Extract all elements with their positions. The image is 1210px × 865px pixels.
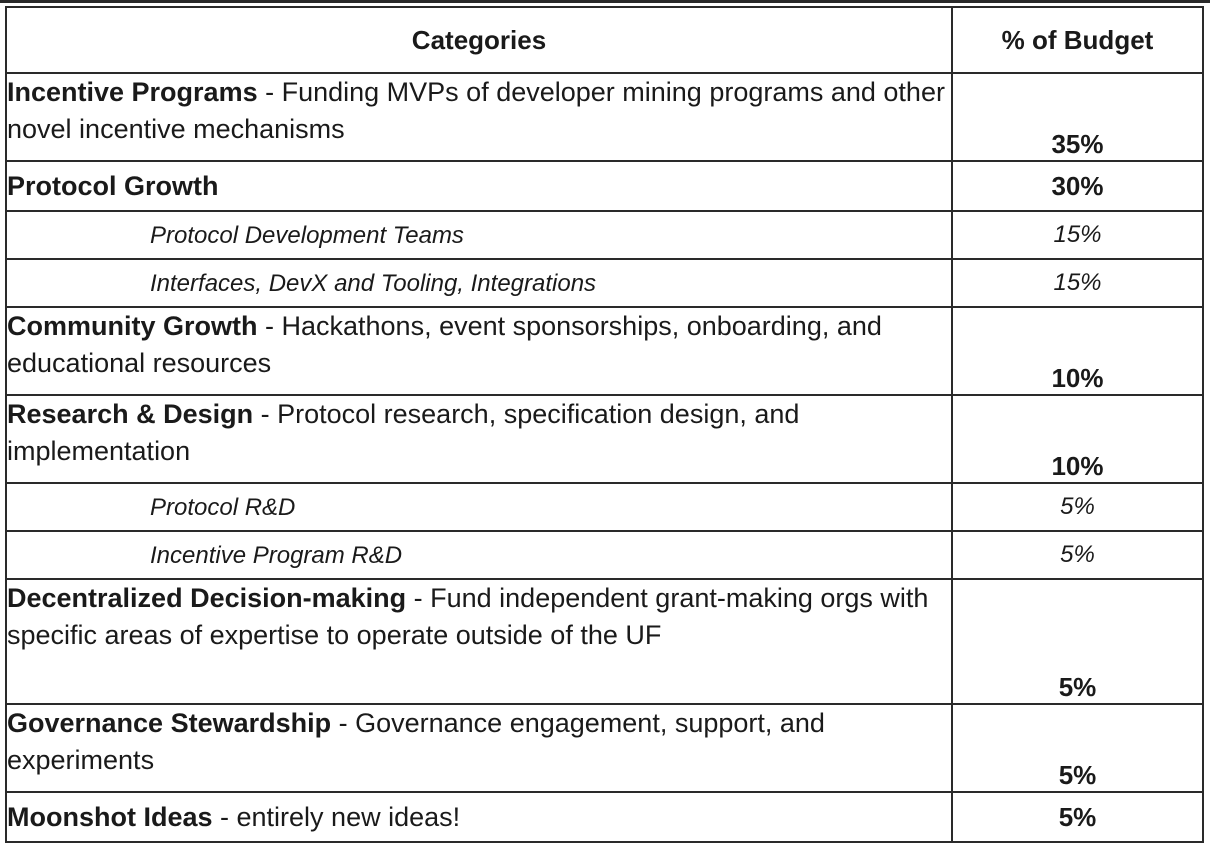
category-cell [6, 579, 952, 704]
category-description: - entirely new ideas! [212, 801, 461, 832]
category-title: Protocol Growth [7, 170, 219, 201]
category-cell [6, 395, 952, 483]
category-cell [6, 704, 952, 792]
categories-header: Categories [6, 7, 952, 73]
category-description: - Governance engagement, support, and experiments [7, 708, 825, 775]
top-border-line [0, 0, 1210, 3]
budget-percent: 5% [952, 531, 1203, 579]
budget-table [5, 6, 1204, 843]
category-title: Decentralized Decision-making [7, 583, 407, 613]
category-title: Incentive Programs [7, 77, 258, 107]
table-row [6, 483, 1203, 531]
table-row [6, 531, 1203, 579]
subcategory-cell: Incentive Program R&D [6, 531, 952, 579]
category-description: - Hackathons, event sponsorships, onboarding, and educational resources [7, 311, 882, 378]
category-title: Research & Design [7, 399, 254, 429]
category-title: Governance Stewardship [7, 708, 332, 738]
budget-percent: 5% [952, 704, 1203, 792]
subcategory-cell: Interfaces, DevX and Tooling, Integrations [6, 259, 952, 307]
subcategory-cell: Protocol R&D [6, 483, 952, 531]
table-row [6, 211, 1203, 259]
category-cell [6, 73, 952, 161]
category-description: - Fund independent grant-making orgs with specific areas of expertise to operate outside of the UF [7, 583, 929, 650]
budget-percent: 30% [952, 161, 1203, 211]
subcategory-cell: Protocol Development Teams [6, 211, 952, 259]
budget-percent: 5% [952, 579, 1203, 704]
category-cell [6, 307, 952, 395]
table-row [6, 792, 1203, 842]
category-description: - Protocol research, specification design, and implementation [7, 399, 800, 466]
category-title: Community Growth [7, 311, 258, 341]
budget-percent: 15% [952, 259, 1203, 307]
category-cell [6, 161, 952, 211]
budget-percent: 15% [952, 211, 1203, 259]
table-row [6, 73, 1203, 161]
table-row [6, 259, 1203, 307]
budget-percent: 35% [952, 73, 1203, 161]
budget-percent: 5% [952, 483, 1203, 531]
category-description: - Funding MVPs of developer mining programs and other novel incentive mechanisms [7, 77, 945, 144]
table-row [6, 579, 1203, 704]
category-cell [6, 792, 952, 842]
header-row [6, 7, 1203, 73]
budget-percent: 5% [952, 792, 1203, 842]
budget-header: % of Budget [952, 7, 1203, 73]
category-title: Moonshot Ideas [7, 801, 213, 832]
table-row [6, 704, 1203, 792]
budget-percent: 10% [952, 395, 1203, 483]
table-row [6, 307, 1203, 395]
table-row [6, 395, 1203, 483]
budget-percent: 10% [952, 307, 1203, 395]
table-row [6, 161, 1203, 211]
